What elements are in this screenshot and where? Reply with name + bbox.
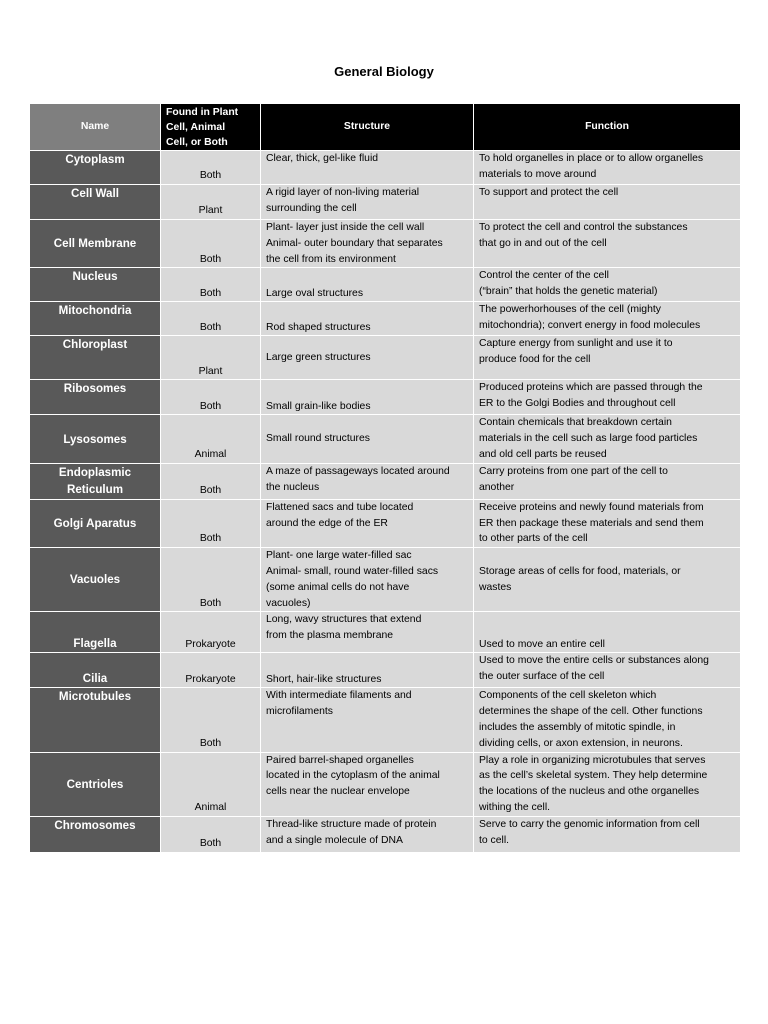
- table-row: [30, 415, 741, 463]
- cell-structure-line: Large oval structures: [266, 287, 364, 299]
- cell-function-line: Used to move the entire cells or substances along: [479, 655, 709, 667]
- cell-structure: [261, 415, 474, 463]
- cell-function-line: Components of the cell skeleton which: [479, 690, 657, 702]
- cell-function-line: wastes: [479, 581, 512, 593]
- cell-name: [30, 380, 161, 415]
- cell-structure-line: surrounding the cell: [266, 202, 357, 214]
- cell-name: [30, 151, 161, 185]
- cell-structure-line: Animal- small, round water-filled sacs: [266, 565, 439, 577]
- cell-structure-line: Flattened sacs and tube located: [266, 501, 414, 513]
- cell-function: [474, 816, 741, 852]
- cell-function-line: determines the shape of the cell. Other functions: [479, 706, 703, 718]
- cell-structure-line: Large green structures: [266, 351, 371, 363]
- cell-function-line: (“brain” that holds the genetic material): [479, 286, 658, 298]
- cell-found-in: Animal: [161, 415, 261, 463]
- cell-function: [474, 415, 741, 463]
- cell-function-line: to cell.: [479, 834, 510, 846]
- cell-function-line: to other parts of the cell: [479, 533, 588, 545]
- cell-name: [30, 499, 161, 547]
- cell-name-line: Endoplasmic: [58, 465, 132, 479]
- cell-name-line: Flagella: [73, 637, 117, 651]
- cell-name: [30, 268, 161, 302]
- cell-structure: [261, 752, 474, 816]
- cell-found-in: Both: [161, 463, 261, 499]
- cell-function-line: The powerhorhouses of the cell (mighty: [479, 304, 661, 316]
- cell-function-line: Contain chemicals that breakdown certain: [479, 417, 672, 429]
- cell-name: [30, 336, 161, 380]
- cell-function-line: another: [479, 481, 515, 493]
- cell-structure: [261, 336, 474, 380]
- cell-function: [474, 151, 741, 185]
- header-found-line: Cell, or Both: [166, 136, 228, 148]
- cell-found-in: Both: [161, 220, 261, 268]
- cell-structure-line: A rigid layer of non-living material: [266, 187, 420, 198]
- table-row: [30, 185, 741, 220]
- cell-structure: [261, 816, 474, 852]
- cell-function-line: Produced proteins which are passed through the: [479, 382, 703, 394]
- cell-structure-line: from the plasma membrane: [266, 630, 394, 642]
- cell-structure: [261, 688, 474, 752]
- cell-structure-line: around the edge of the ER: [266, 517, 388, 529]
- cell-function-line: Capture energy from sunlight and use it to: [479, 338, 673, 350]
- cell-function: [474, 302, 741, 336]
- table-row: [30, 499, 741, 547]
- cell-found-in: Both: [161, 380, 261, 415]
- header-name: Name: [30, 104, 161, 151]
- cell-name: [30, 612, 161, 653]
- cell-name: [30, 220, 161, 268]
- cell-name: [30, 688, 161, 752]
- cell-name: [30, 463, 161, 499]
- table-row: [30, 752, 741, 816]
- table-row: [30, 151, 741, 185]
- cell-function: [474, 185, 741, 220]
- header-function: Function: [474, 104, 741, 151]
- cell-found-in: Both: [161, 151, 261, 185]
- cell-structure: [261, 185, 474, 220]
- table-row: [30, 463, 741, 499]
- cell-function-line: the locations of the nucleus and othe organelles: [479, 786, 700, 798]
- cell-structure: [261, 548, 474, 612]
- cell-structure-line: Rod shaped structures: [266, 321, 371, 333]
- cell-structure-line: located in the cytoplasm of the animal: [266, 770, 440, 782]
- cell-structure: [261, 220, 474, 268]
- table-row: [30, 220, 741, 268]
- cell-function: [474, 499, 741, 547]
- cell-function: [474, 463, 741, 499]
- cell-name: [30, 415, 161, 463]
- cell-structure-line: Plant- layer just inside the cell wall: [266, 222, 425, 233]
- header-found-line: Cell, Animal: [166, 121, 226, 133]
- cell-function-line: materials in the cell such as large food particles: [479, 433, 698, 445]
- cell-function-line: To protect the cell and control the substances: [479, 222, 688, 233]
- cell-function-line: Receive proteins and newly found materials from: [479, 501, 704, 513]
- cell-name-line: Cell Wall: [71, 187, 119, 200]
- table-row: [30, 302, 741, 336]
- cell-name-line: Golgi Aparatus: [53, 516, 137, 530]
- cell-name-line: Cilia: [82, 672, 108, 686]
- cell-name-line: Reticulum: [66, 482, 124, 496]
- header-structure: Structure: [261, 104, 474, 151]
- cell-structure-line: Small round structures: [266, 433, 370, 445]
- cell-structure-line: Plant- one large water-filled sac: [266, 550, 412, 562]
- table-row: [30, 548, 741, 612]
- header-found: [161, 104, 261, 151]
- cell-function-line: Serve to carry the genomic information from cell: [479, 818, 700, 830]
- cell-function-line: mitochondria); convert energy in food molecules: [479, 320, 701, 332]
- cell-structure-line: A maze of passageways located around: [266, 465, 450, 477]
- cell-structure-line: microfilaments: [266, 706, 333, 718]
- cell-structure-line: Short, hair-like structures: [266, 673, 382, 685]
- cell-structure-line: Thread-like structure made of protein: [266, 818, 437, 830]
- cell-structure-line: Animal- outer boundary that separates: [266, 237, 443, 249]
- cell-name-line: Chloroplast: [62, 338, 128, 352]
- cell-function: [474, 268, 741, 302]
- cell-function-line: ER then package these materials and send them: [479, 517, 704, 529]
- cell-structure-line: and a single molecule of DNA: [266, 834, 403, 846]
- cell-name: [30, 752, 161, 816]
- cell-function: [474, 612, 741, 653]
- cell-name: [30, 653, 161, 688]
- cell-structure: [261, 612, 474, 653]
- table-row: [30, 336, 741, 380]
- cell-function: [474, 752, 741, 816]
- cell-found-in: Plant: [161, 185, 261, 220]
- cell-name-line: Cytoplasm: [65, 153, 125, 166]
- cell-structure-line: the nucleus: [266, 481, 320, 493]
- table-row: [30, 816, 741, 852]
- table-row: [30, 612, 741, 653]
- cell-function-line: Play a role in organizing microtubules that serves: [479, 754, 706, 766]
- cell-name-line: Vacuoles: [69, 573, 121, 587]
- cell-found-in: Both: [161, 268, 261, 302]
- cell-found-in: Both: [161, 548, 261, 612]
- cell-structure-line: (some animal cells do not have: [266, 581, 410, 593]
- table-row: [30, 688, 741, 752]
- cell-name-line: Centrioles: [66, 777, 124, 791]
- cell-function-line: materials to move around: [479, 168, 597, 180]
- cell-function-line: includes the assembly of mitotic spindle, in: [479, 721, 676, 733]
- cell-found-in: Both: [161, 816, 261, 852]
- cell-structure-line: With intermediate filaments and: [266, 690, 412, 702]
- cell-function-line: To support and protect the cell: [479, 187, 619, 198]
- cell-structure-line: vacuoles): [266, 597, 311, 609]
- cell-function-line: the outer surface of the cell: [479, 671, 605, 683]
- cell-function-line: Used to move an entire cell: [479, 638, 605, 650]
- cell-function: [474, 653, 741, 688]
- header-row: [30, 104, 741, 151]
- cell-structure: [261, 151, 474, 185]
- cell-function-line: Carry proteins from one part of the cell to: [479, 465, 668, 477]
- cell-name-line: Microtubules: [58, 690, 132, 704]
- cell-found-in: Both: [161, 499, 261, 547]
- page-title: General Biology: [334, 64, 434, 79]
- cell-function-line: and old cell parts be reused: [479, 448, 607, 460]
- cell-structure-line: Paired barrel-shaped organelles: [266, 754, 414, 766]
- cell-function: [474, 688, 741, 752]
- cell-found-in: Animal: [161, 752, 261, 816]
- cell-name: [30, 548, 161, 612]
- table-body: [30, 151, 741, 853]
- cell-found-in: Prokaryote: [161, 612, 261, 653]
- cell-name: [30, 185, 161, 220]
- cell-structure: [261, 463, 474, 499]
- cell-name-line: Nucleus: [72, 270, 118, 284]
- biology-table: [29, 103, 741, 853]
- cell-function: [474, 220, 741, 268]
- cell-found-in: Both: [161, 688, 261, 752]
- table-row: [30, 653, 741, 688]
- cell-function: [474, 380, 741, 415]
- cell-found-in: Both: [161, 302, 261, 336]
- cell-found-in: Prokaryote: [161, 653, 261, 688]
- cell-name: [30, 816, 161, 852]
- cell-function-line: To hold organelles in place or to allow organelles: [479, 153, 704, 164]
- cell-structure: [261, 380, 474, 415]
- cell-function-line: withing the cell.: [479, 801, 551, 813]
- cell-name-line: Lysosomes: [63, 432, 127, 446]
- table-row: [30, 380, 741, 415]
- cell-function-line: Control the center of the cell: [479, 270, 609, 282]
- cell-structure-line: the cell from its environment: [266, 253, 396, 265]
- cell-structure-line: Clear, thick, gel-like fluid: [266, 153, 379, 164]
- cell-function: [474, 336, 741, 380]
- cell-structure: [261, 653, 474, 688]
- cell-structure: [261, 499, 474, 547]
- cell-function-line: that go in and out of the cell: [479, 237, 607, 249]
- cell-function-line: as the cell’s skeletal system. They help determine: [479, 770, 708, 782]
- cell-function-line: produce food for the cell: [479, 354, 591, 366]
- cell-name-line: Mitochondria: [58, 304, 132, 318]
- cell-found-in: Plant: [161, 336, 261, 380]
- cell-name-line: Ribosomes: [63, 382, 127, 396]
- cell-function: [474, 548, 741, 612]
- cell-name-line: Chromosomes: [54, 818, 136, 832]
- cell-name-line: Cell Membrane: [53, 237, 137, 251]
- cell-function-line: dividing cells, or axon extension, in neurons.: [479, 737, 683, 749]
- cell-function-line: Storage areas of cells for food, materials, or: [479, 565, 681, 577]
- header-found-line: Found in Plant: [166, 106, 239, 118]
- cell-structure-line: cells near the nuclear envelope: [266, 786, 410, 798]
- cell-structure-line: Small grain-like bodies: [266, 400, 371, 412]
- cell-structure: [261, 302, 474, 336]
- table-row: [30, 268, 741, 302]
- cell-structure-line: Long, wavy structures that extend: [266, 614, 422, 626]
- cell-structure: [261, 268, 474, 302]
- cell-name: [30, 302, 161, 336]
- cell-function-line: ER to the Golgi Bodies and throughout cell: [479, 398, 676, 410]
